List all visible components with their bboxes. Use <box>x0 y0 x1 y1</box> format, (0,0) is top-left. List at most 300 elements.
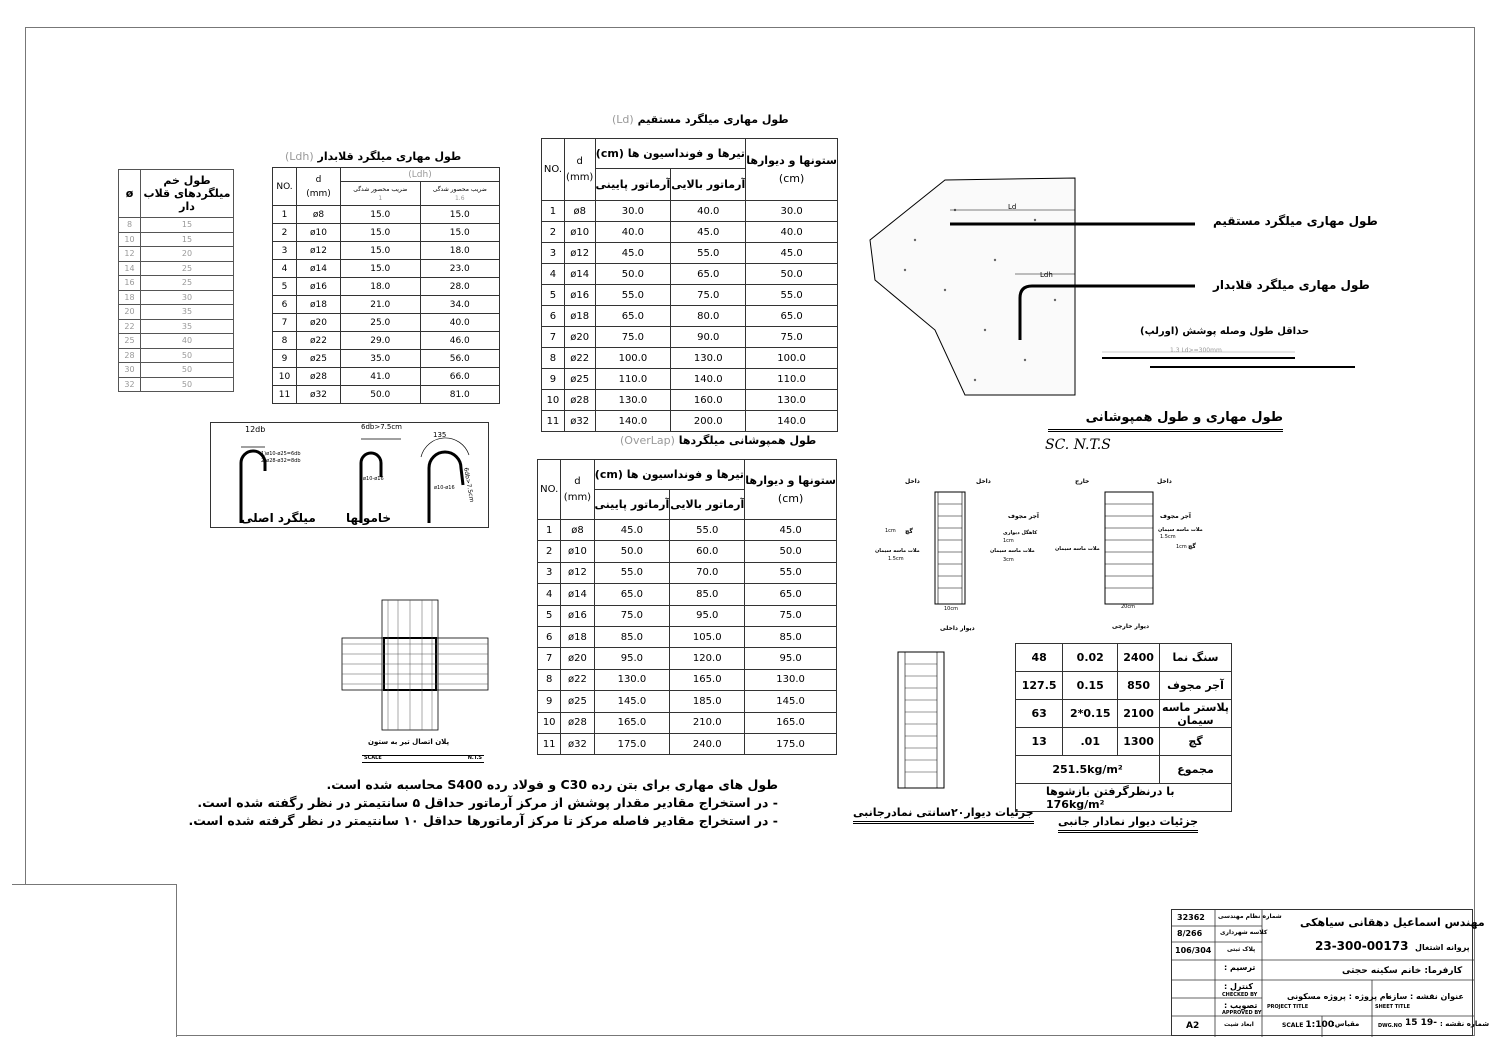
ldh-header-no: NO. <box>273 168 297 206</box>
tb-sheet-en: SHEET TITLE <box>1375 1004 1411 1010</box>
facade-caption: جزئیات دیوار نمادار جانبی <box>1058 815 1198 833</box>
ov_table-cell: 70.0 <box>670 562 745 583</box>
ld_table-cell: 1 <box>542 201 565 222</box>
material-cell: 127.5 <box>1016 672 1063 700</box>
ld_table-cell: ø32 <box>564 411 595 432</box>
hook_table-row <box>119 276 234 291</box>
ld_table-cell: 140.0 <box>595 411 671 432</box>
ldh_table-cell: 29.0 <box>341 332 421 350</box>
wall-dim-3cm: 3cm <box>1003 557 1014 563</box>
ld_table-cell: ø20 <box>564 327 595 348</box>
ldh_table-row <box>273 386 500 404</box>
stirrup-dim-135: 135 <box>433 431 447 439</box>
ov_table-cell: 105.0 <box>670 626 745 647</box>
hook_table-cell: 32 <box>119 377 141 392</box>
ldh_table-cell: 15.0 <box>420 224 500 242</box>
hook_table-cell: 30 <box>119 363 141 378</box>
note-line-1: طول های مهاری برای بتن رده C30 و فولاد رده S400 محاسبه شده است. <box>326 777 778 792</box>
wall-label-gypsum-in: گچ <box>905 528 913 535</box>
ov_table-cell: ø16 <box>561 605 594 626</box>
ld-dim-label: Ld <box>1008 203 1017 211</box>
ldh_table-cell: 81.0 <box>420 386 500 404</box>
hook-dim-12db: 12db <box>245 425 266 434</box>
interior-wall-caption: دیوار داخلی <box>940 625 975 632</box>
ld_table-cell: 45.0 <box>671 222 746 243</box>
ov-header-bottom: آرماتور پایینی <box>594 490 670 520</box>
ld_table-cell: 65.0 <box>746 306 838 327</box>
material-row <box>1016 700 1232 728</box>
ldh-header-group: (Ldh) <box>341 168 500 182</box>
ldh_table-cell: 15.0 <box>341 260 421 278</box>
ov_table-cell: 10 <box>538 712 561 733</box>
ld_table-cell: 30.0 <box>746 201 838 222</box>
ov-table <box>537 459 837 755</box>
ldh_table-cell: ø20 <box>297 314 341 332</box>
ldh_table-cell: 18.0 <box>420 242 500 260</box>
wall-dim-15cm-in: 1.5cm <box>888 556 904 562</box>
ldh_table-cell: ø16 <box>297 278 341 296</box>
material-cell: .01 <box>1063 728 1118 756</box>
hook_table-cell: 50 <box>141 377 234 392</box>
tb-size: A2 <box>1186 1021 1200 1031</box>
ldh_table-cell: 2 <box>273 224 297 242</box>
ov_table-cell: ø25 <box>561 691 594 712</box>
ld_table-row <box>542 390 838 411</box>
ldh_table-row <box>273 260 500 278</box>
tb-code2-label: پلاک ثبتی <box>1227 946 1256 953</box>
ldh_table-cell: 11 <box>273 386 297 404</box>
ov_table-cell: 60.0 <box>670 541 745 562</box>
material-cell: 0.15 <box>1063 672 1118 700</box>
ld_table-cell: 11 <box>542 411 565 432</box>
ov_table-cell: ø12 <box>561 562 594 583</box>
ld_table-cell: 55.0 <box>595 285 671 306</box>
stirrup-range-2: ø10-ø16 <box>434 485 455 491</box>
ld_table-cell: 50.0 <box>595 264 671 285</box>
ov_table-cell: 6 <box>538 626 561 647</box>
ld_table-cell: 140.0 <box>671 369 746 390</box>
ldh_table-cell: 56.0 <box>420 350 500 368</box>
ov_table-row <box>538 669 837 690</box>
ld_table-row <box>542 201 838 222</box>
hooks-detail-box <box>210 422 489 528</box>
tb-sheet-title: عنوان نقشه : سازه <box>1387 992 1464 1001</box>
ld-header-cols: ستونها و دیوارها (cm) <box>746 139 838 201</box>
main-bar-label: میلگرد اصلی <box>241 511 316 525</box>
material-partition: با درنظرگرفتن بازشوها 176kg/m² <box>1016 784 1232 812</box>
hook-length-table <box>118 169 234 392</box>
ldh-table <box>272 167 500 404</box>
material-cell: 2*0.15 <box>1063 700 1118 728</box>
ov_table-cell: 210.0 <box>670 712 745 733</box>
wall-dim-15cm-ex: 1.5cm <box>1160 534 1176 540</box>
ld_table-cell: 200.0 <box>671 411 746 432</box>
tb-size-label: ابعاد شیت <box>1224 1021 1254 1028</box>
ov_table-cell: 11 <box>538 733 561 754</box>
ldh_table-cell: 23.0 <box>420 260 500 278</box>
material-row <box>1016 644 1232 672</box>
ld_table-cell: 75.0 <box>746 327 838 348</box>
ldh_table-cell: 25.0 <box>341 314 421 332</box>
straight-anchorage-label: طول مهاری میلگرد مستقیم <box>1213 214 1378 228</box>
ld_table-cell: 45.0 <box>595 243 671 264</box>
hook_table-cell: 15 <box>141 218 234 233</box>
wall-label-kahgel: کاهگل دیواری <box>1003 530 1038 536</box>
ld_table-cell: 8 <box>542 348 565 369</box>
hook_table-row <box>119 348 234 363</box>
ldh_table-cell: 5 <box>273 278 297 296</box>
hook_table-cell: 12 <box>119 247 141 262</box>
ov_table-cell: 130.0 <box>594 669 670 690</box>
ld_table-cell: 65.0 <box>595 306 671 327</box>
ldh-header-col1: ضریب محصور شدگی 1 <box>341 182 421 206</box>
ld-table <box>541 138 838 432</box>
ldh_table-cell: ø32 <box>297 386 341 404</box>
ov_table-cell: 240.0 <box>670 733 745 754</box>
joint-caption: پلان اتصال تیر به ستون <box>368 738 450 746</box>
ldh_table-cell: 4 <box>273 260 297 278</box>
wall-sections-drawing <box>880 478 1210 628</box>
ov_table-cell: 75.0 <box>745 605 837 626</box>
ld_table-row <box>542 411 838 432</box>
tb-approved-label: تصویب : <box>1224 1001 1258 1010</box>
ld_table-cell: 4 <box>542 264 565 285</box>
ld_table-cell: ø16 <box>564 285 595 306</box>
ov_table-cell: 2 <box>538 541 561 562</box>
ov_table-cell: 95.0 <box>670 605 745 626</box>
ov_table-cell: 95.0 <box>745 648 837 669</box>
tb-code1: 8/266 <box>1177 929 1203 938</box>
ld-header-top: آرماتور بالایی <box>671 169 746 201</box>
ld_table-cell: 40.0 <box>746 222 838 243</box>
hook-header-length: طول خم میلگردهای قلاب دار <box>141 170 234 218</box>
ld_table-cell: 6 <box>542 306 565 327</box>
ldh_table-cell: 10 <box>273 368 297 386</box>
tb-license-no: 23-300-00173 <box>1315 939 1409 953</box>
ld-header-d: d (mm) <box>564 139 595 201</box>
ld_table-cell: 7 <box>542 327 565 348</box>
ov_table-row <box>538 541 837 562</box>
wall-label-plaster-in-1: ملات ماسه سیمان <box>875 548 920 554</box>
ov_table-cell: ø20 <box>561 648 594 669</box>
ldh_table-cell: 15.0 <box>341 224 421 242</box>
hook_table-cell: 50 <box>141 348 234 363</box>
ld_table-row <box>542 369 838 390</box>
tb-reg-no: 32362 <box>1177 913 1205 922</box>
material-cell: سنگ نما <box>1160 644 1232 672</box>
ldh_table-cell: ø10 <box>297 224 341 242</box>
material-row <box>1016 728 1232 756</box>
ov_table-cell: 175.0 <box>594 733 670 754</box>
ld_table-cell: 55.0 <box>671 243 746 264</box>
ov_table-cell: 50.0 <box>594 541 670 562</box>
stirrup-dim-6db: 6db>7.5cm <box>361 423 403 431</box>
ov_table-cell: 3 <box>538 562 561 583</box>
ldh-header-col2: ضریب محصور شدگی 1.6 <box>420 182 500 206</box>
material-cell: 0.02 <box>1063 644 1118 672</box>
ldh_table-cell: ø22 <box>297 332 341 350</box>
ov_table-cell: 50.0 <box>745 541 837 562</box>
ld_table-cell: ø25 <box>564 369 595 390</box>
hook_table-cell: 20 <box>119 305 141 320</box>
ov_table-cell: 85.0 <box>745 626 837 647</box>
ldh_table-cell: 7 <box>273 314 297 332</box>
ld_table-cell: 130.0 <box>595 390 671 411</box>
ov-header-top: آرماتور بالایی <box>670 490 745 520</box>
material-cell: 2100 <box>1118 700 1160 728</box>
ldh_table-cell: 6 <box>273 296 297 314</box>
hook_table-row <box>119 377 234 392</box>
tb-code1-label: کلاسه شهرداری <box>1220 929 1268 936</box>
tb-reg-label: شماره نظام مهندسی <box>1218 913 1282 920</box>
ov-title: طول همپوشانی میلگردها (OverLap) <box>620 434 817 447</box>
ov_table-cell: 85.0 <box>594 626 670 647</box>
wall-dim-20cm: 20cm <box>1121 604 1135 610</box>
hook_table-cell: 15 <box>141 232 234 247</box>
ov_table-cell: 55.0 <box>745 562 837 583</box>
joint-drawing <box>340 598 490 748</box>
parapet-drawing <box>893 650 949 790</box>
hook_table-row <box>119 261 234 276</box>
wall-label-plaster-ex-2: ملات ماسه سیمان <box>1055 546 1100 552</box>
wall-tag-in-1: داخل <box>905 478 920 485</box>
ldh_table-cell: 1 <box>273 206 297 224</box>
tb-project-en: PROJECT TITLE <box>1267 1004 1309 1010</box>
hook_table-row <box>119 305 234 320</box>
note-line-2: - در استخراج مقادیر مقدار پوشش از مرکز آرماتور حداقل ۵ سانتیمتر در نظر رگفته شده است. <box>197 795 778 810</box>
ov_table-row <box>538 584 837 605</box>
ld_table-row <box>542 306 838 327</box>
ldh_table-cell: ø28 <box>297 368 341 386</box>
material-total-label: مجموع <box>1160 756 1232 784</box>
tb-checked-en: CHECKED BY <box>1222 992 1258 998</box>
joint-scale-bar <box>362 755 484 763</box>
ld_table-row <box>542 243 838 264</box>
wall-tag-ex-2: داخل <box>1157 478 1172 485</box>
lap-title: حداقل طول وصله پوشش (اورلپ) <box>1140 326 1310 337</box>
ov_table-cell: 175.0 <box>745 733 837 754</box>
material-weight-table <box>1015 643 1232 812</box>
hook_table-row <box>119 247 234 262</box>
exterior-wall-caption: دیوار خارجی <box>1112 623 1150 630</box>
ld_table-cell: 40.0 <box>671 201 746 222</box>
tb-drawn-label: ترسیم : <box>1224 963 1256 972</box>
ov_table-cell: 1 <box>538 520 561 541</box>
material-cell: 13 <box>1016 728 1063 756</box>
hook_table-cell: 22 <box>119 319 141 334</box>
ldh_table-cell: 28.0 <box>420 278 500 296</box>
wall-dim-1cm-in: 1cm <box>885 528 896 534</box>
ld_table-cell: 80.0 <box>671 306 746 327</box>
lap-dim: 1.3 Ld>=300mm <box>1170 347 1222 354</box>
stirrup-label: خاموتها <box>346 511 392 525</box>
ldh_table-cell: ø18 <box>297 296 341 314</box>
ov_table-cell: 65.0 <box>745 584 837 605</box>
material-cell: پلاستر ماسه سیمان <box>1160 700 1232 728</box>
ld_table-cell: ø8 <box>564 201 595 222</box>
ov_table-cell: ø14 <box>561 584 594 605</box>
hook_table-cell: 40 <box>141 334 234 349</box>
hook_table-cell: 35 <box>141 319 234 334</box>
ov_table-cell: 5 <box>538 605 561 626</box>
material-cell: 850 <box>1118 672 1160 700</box>
tb-engineer: مهندس اسماعیل دهقانی سیاهکی <box>1300 916 1485 929</box>
joint-scale-value: N.T.S <box>467 755 482 761</box>
ov_table-cell: 130.0 <box>745 669 837 690</box>
tb-scale: SCALE 1:100 <box>1282 1020 1335 1030</box>
ld_table-cell: 10 <box>542 390 565 411</box>
material-cell: 1300 <box>1118 728 1160 756</box>
ov_table-row <box>538 562 837 583</box>
ldh_table-cell: 41.0 <box>341 368 421 386</box>
ld_table-cell: ø14 <box>564 264 595 285</box>
ov_table-cell: 165.0 <box>594 712 670 733</box>
hook_table-cell: 18 <box>119 290 141 305</box>
ldh_table-cell: 9 <box>273 350 297 368</box>
ldh_table-cell: 18.0 <box>341 278 421 296</box>
ov_table-cell: ø18 <box>561 626 594 647</box>
tb-sheet-no: 15 19- <box>1405 1018 1437 1028</box>
ov-header-d: d (mm) <box>561 460 594 520</box>
ov_table-cell: ø32 <box>561 733 594 754</box>
ov-header-cols: ستونها و دیوارها (cm) <box>745 460 837 520</box>
parapet-caption: جزئیات دیوار۲۰سانتی نمادرجانبی <box>853 806 1034 824</box>
ldh_table-cell: 50.0 <box>341 386 421 404</box>
wall-tag-in-2: داخل <box>976 478 991 485</box>
hook_table-cell: 25 <box>141 261 234 276</box>
ldh_table-row <box>273 296 500 314</box>
ov_table-row <box>538 712 837 733</box>
ld_table-cell: 5 <box>542 285 565 306</box>
tb-scale-label: مقیاس: <box>1332 1020 1360 1028</box>
material-cell: 2400 <box>1118 644 1160 672</box>
tb-project: نام پروژه : پروژه مسکونی <box>1287 992 1392 1001</box>
ov_table-cell: 4 <box>538 584 561 605</box>
ov_table-row <box>538 605 837 626</box>
ld_table-cell: 45.0 <box>746 243 838 264</box>
ld_table-cell: 160.0 <box>671 390 746 411</box>
ov_table-cell: 185.0 <box>670 691 745 712</box>
ov_table-cell: 165.0 <box>670 669 745 690</box>
ld_table-cell: 100.0 <box>746 348 838 369</box>
ld_table-cell: ø28 <box>564 390 595 411</box>
wall-label-plaster-ex-1: ملات ماسه سیمان <box>1158 527 1203 533</box>
ov-header-no: NO. <box>538 460 561 520</box>
ov-header-group: تیرها و فونداسیون ها (cm) <box>594 460 745 490</box>
tb-sheet-no-label: شماره نقشه : <box>1440 1020 1490 1028</box>
ldh_table-row <box>273 242 500 260</box>
ld_table-row <box>542 285 838 306</box>
ld_table-cell: 3 <box>542 243 565 264</box>
hook_table-row <box>119 334 234 349</box>
hook_table-cell: 30 <box>141 290 234 305</box>
hook_table-cell: 10 <box>119 232 141 247</box>
ov_table-cell: 145.0 <box>745 691 837 712</box>
ldh_table-cell: 15.0 <box>341 242 421 260</box>
ov_table-row <box>538 691 837 712</box>
ld_table-cell: 140.0 <box>746 411 838 432</box>
ov_table-cell: 95.0 <box>594 648 670 669</box>
hook_table-row <box>119 319 234 334</box>
ld_table-cell: 75.0 <box>671 285 746 306</box>
stirrup-range-1: ø10-ø16 <box>363 476 384 482</box>
ldh_table-row <box>273 368 500 386</box>
ov_table-row <box>538 626 837 647</box>
ov_table-cell: 165.0 <box>745 712 837 733</box>
ld_table-cell: 130.0 <box>746 390 838 411</box>
wall-label-gypsum-ex: گچ <box>1188 543 1196 550</box>
ov_table-cell: 55.0 <box>594 562 670 583</box>
wall-tag-ex-1: خارج <box>1075 478 1090 485</box>
ld_table-row <box>542 348 838 369</box>
material-cell: گچ <box>1160 728 1232 756</box>
hook_table-row <box>119 363 234 378</box>
hook-header-dia: ø <box>119 170 141 218</box>
ld_table-cell: 9 <box>542 369 565 390</box>
ld-header-group: تیرها و فونداسیون ها (cm) <box>595 139 746 169</box>
ld_table-cell: ø12 <box>564 243 595 264</box>
anchorage-scale: SC. N.T.S <box>1045 437 1111 453</box>
ld_table-cell: 90.0 <box>671 327 746 348</box>
ldh_table-cell: ø25 <box>297 350 341 368</box>
anchorage-caption: طول مهاری و طول همپوشانی <box>1048 410 1283 432</box>
ld_table-cell: 55.0 <box>746 285 838 306</box>
ov_table-cell: ø8 <box>561 520 594 541</box>
hook_table-cell: 16 <box>119 276 141 291</box>
ov_table-cell: 85.0 <box>670 584 745 605</box>
stirrup-dim-6db-b: 6db>7.5cm <box>462 467 476 503</box>
tb-dwg-en: DWG.NO <box>1378 1023 1403 1029</box>
hook_table-cell: 50 <box>141 363 234 378</box>
ldh_table-cell: 46.0 <box>420 332 500 350</box>
sheet-notch <box>12 884 177 1037</box>
tb-license-label: پروانه اشتغال <box>1415 943 1470 952</box>
ldh_table-row <box>273 314 500 332</box>
ld_table-row <box>542 327 838 348</box>
note-line-3: - در استخراج مقادیر فاصله مرکز تا مرکز آرماتورها حداقل ۱۰ سانتیمتر در نظر گرفته شده است. <box>188 813 778 828</box>
ldh_table-cell: 66.0 <box>420 368 500 386</box>
ld_table-cell: 50.0 <box>746 264 838 285</box>
hook_table-row <box>119 232 234 247</box>
hook_table-cell: 14 <box>119 261 141 276</box>
ldh_table-cell: ø8 <box>297 206 341 224</box>
general-notes <box>188 776 778 830</box>
tb-approved-en: APPROVED BY <box>1222 1010 1262 1016</box>
ld-header-no: NO. <box>542 139 565 201</box>
ld_table-cell: 100.0 <box>595 348 671 369</box>
ldh_table-row <box>273 206 500 224</box>
ld_table-cell: ø10 <box>564 222 595 243</box>
wall-label-brick-ex: آجر مجوف <box>1160 513 1191 520</box>
ldh_table-cell: 21.0 <box>341 296 421 314</box>
ldh_table-cell: 35.0 <box>341 350 421 368</box>
ov_table-cell: 45.0 <box>594 520 670 541</box>
ov_table-cell: 120.0 <box>670 648 745 669</box>
wall-dim-1cm-in-2: 1cm <box>1003 538 1014 544</box>
hook_table-cell: 28 <box>119 348 141 363</box>
material-cell: 63 <box>1016 700 1063 728</box>
hook_table-cell: 25 <box>141 276 234 291</box>
hook_table-cell: 20 <box>141 247 234 262</box>
ov_table-cell: 9 <box>538 691 561 712</box>
ld-title: طول مهاری میلگرد مستقیم (Ld) <box>612 113 789 126</box>
ldh-header-d: d (mm) <box>297 168 341 206</box>
ov_table-cell: 7 <box>538 648 561 669</box>
hook_table-cell: 35 <box>141 305 234 320</box>
ldh_table-cell: 8 <box>273 332 297 350</box>
ov_table-cell: ø10 <box>561 541 594 562</box>
tb-checked-label: کنترل : <box>1224 982 1254 991</box>
